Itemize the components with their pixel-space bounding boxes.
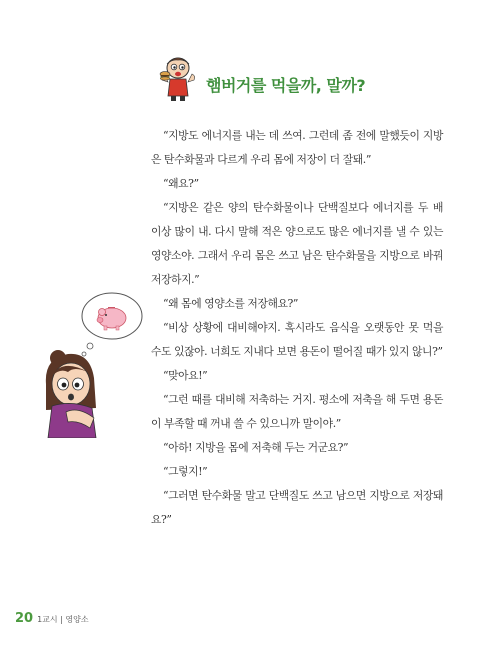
- paragraph: “왜 몸에 영양소를 저장해요?”: [163, 297, 299, 310]
- boy-holding-hamburger-icon: [158, 52, 198, 102]
- section-label: 1교시 | 영양소: [37, 615, 89, 624]
- paragraph: “지방은 같은 양의 탄수화물이나 단백질보다 에너지를 두 배 이상 많이 내. 다시 말해 적은 양으로도 많은 에너지를 낼 수 있는 영양소야. 그래서 우리 몸은 쓰고 남은 탄수화물을 지방으로 바꿔 저장하지.”: [151, 201, 443, 286]
- paragraph: “왜요?”: [163, 177, 199, 190]
- dialogue-text: [151, 124, 443, 532]
- paragraph: “그렇지!”: [163, 465, 208, 478]
- paragraph: “지방도 에너지를 내는 데 쓰여. 그런데 좀 전에 말했듯이 지방은 탄수화물과 다르게 우리 몸에 저장이 더 잘돼.”: [151, 129, 443, 166]
- paragraph: “그런 때를 대비해 저축하는 거지. 평소에 저축을 해 두면 용돈이 부족할 때 꺼내 쓸 수 있으니까 말이야.”: [151, 393, 443, 430]
- paragraph: “그러면 탄수화물 말고 단백질도 쓰고 남으면 지방으로 저장돼요?”: [151, 489, 443, 526]
- page-footer: [15, 611, 89, 626]
- paragraph: “맞아요!”: [163, 369, 208, 382]
- chapter-heading: [158, 52, 365, 102]
- girl-thinking-piggy-bank-icon: [44, 288, 162, 438]
- chapter-title: 햄버거를 먹을까, 말까?: [206, 76, 366, 95]
- paragraph: “비상 상황에 대비해야지. 혹시라도 음식을 오랫동안 못 먹을 수도 있잖아. 너희도 지내다 보면 용돈이 떨어질 때가 있지 않니?”: [151, 321, 443, 358]
- page-number: 20: [15, 611, 34, 626]
- paragraph: “아하! 지방을 몸에 저축해 두는 거군요?”: [163, 441, 349, 454]
